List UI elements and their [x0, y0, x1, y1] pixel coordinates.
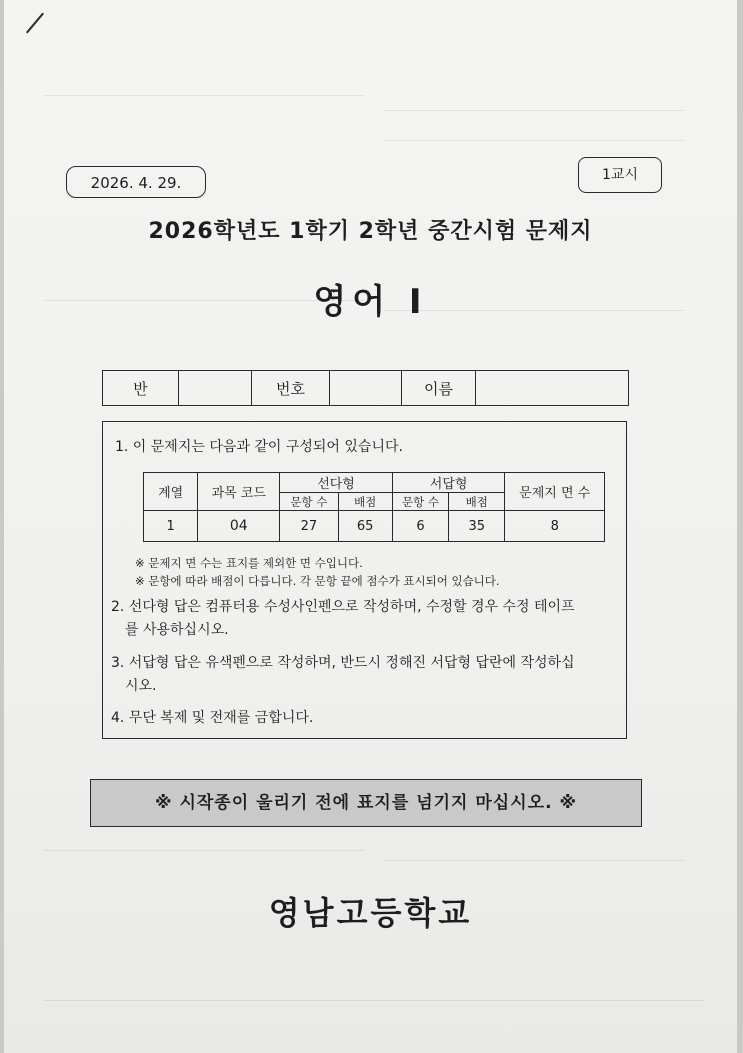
class-field[interactable]	[179, 371, 252, 405]
period-label: 1교시	[578, 157, 662, 193]
bleed-line	[44, 850, 364, 851]
cell-series: 1	[144, 511, 198, 542]
instructions-box	[102, 421, 627, 739]
instruction-4: 4. 무단 복제 및 전재를 금합니다.	[111, 710, 314, 726]
header-mc-count: 문항 수	[280, 493, 338, 511]
warning-banner: ※ 시작종이 울리기 전에 표지를 넘기지 마십시오. ※	[90, 779, 642, 827]
header-series: 계열	[144, 473, 198, 511]
page-title: 2026학년도 1학기 2학년 중간시험 문제지	[148, 219, 593, 244]
name-label: 이름	[402, 371, 476, 405]
exam-composition-table	[143, 472, 605, 542]
pen-mark	[26, 12, 44, 33]
cell-written-count: 6	[392, 511, 448, 542]
cell-pages: 8	[505, 511, 605, 542]
exam-cover-page	[4, 0, 737, 1053]
instruction-2-line2: 를 사용하십시오.	[125, 622, 229, 638]
note-points: ※ 문항에 따라 배점이 다릅니다. 각 문항 끝에 점수가 표시되어 있습니다.	[135, 574, 500, 588]
subject-title: 영어 I	[313, 282, 428, 322]
note-page-count: ※ 문제지 면 수는 표지를 제외한 면 수입니다.	[135, 556, 363, 570]
cell-mc-count: 27	[280, 511, 338, 542]
instruction-3-line1: 3. 서답형 답은 유색펜으로 작성하며, 반드시 정해진 서답형 답란에 작성하십	[111, 655, 575, 671]
header-written-count: 문항 수	[392, 493, 448, 511]
instruction-3-line2: 시오.	[125, 678, 157, 694]
bleed-line	[44, 95, 364, 96]
header-written-points: 배점	[449, 493, 505, 511]
header-mc-points: 배점	[338, 493, 392, 511]
student-info-table	[102, 370, 629, 406]
cell-written-points: 35	[449, 511, 505, 542]
header-multiple-choice: 선다형	[280, 473, 393, 493]
exam-date: 2026. 4. 29.	[66, 166, 206, 198]
header-pages: 문제지 면 수	[505, 473, 605, 511]
bleed-line	[384, 140, 684, 141]
instruction-2-line1: 2. 선다형 답은 컴퓨터용 수성사인펜으로 작성하며, 수정할 경우 수정 테이프	[111, 599, 575, 615]
name-field[interactable]	[476, 371, 628, 405]
school-name: 영남고등학교	[268, 894, 473, 932]
header-written: 서답형	[392, 473, 505, 493]
class-label: 반	[103, 371, 179, 405]
bleed-line	[384, 110, 684, 111]
cell-mc-points: 65	[338, 511, 392, 542]
instruction-1: 1. 이 문제지는 다음과 같이 구성되어 있습니다.	[115, 439, 403, 455]
number-label: 번호	[252, 371, 330, 405]
number-field[interactable]	[330, 371, 402, 405]
bleed-line	[384, 860, 684, 861]
bleed-line	[44, 1000, 704, 1001]
header-code: 과목 코드	[198, 473, 280, 511]
cell-code: 04	[198, 511, 280, 542]
